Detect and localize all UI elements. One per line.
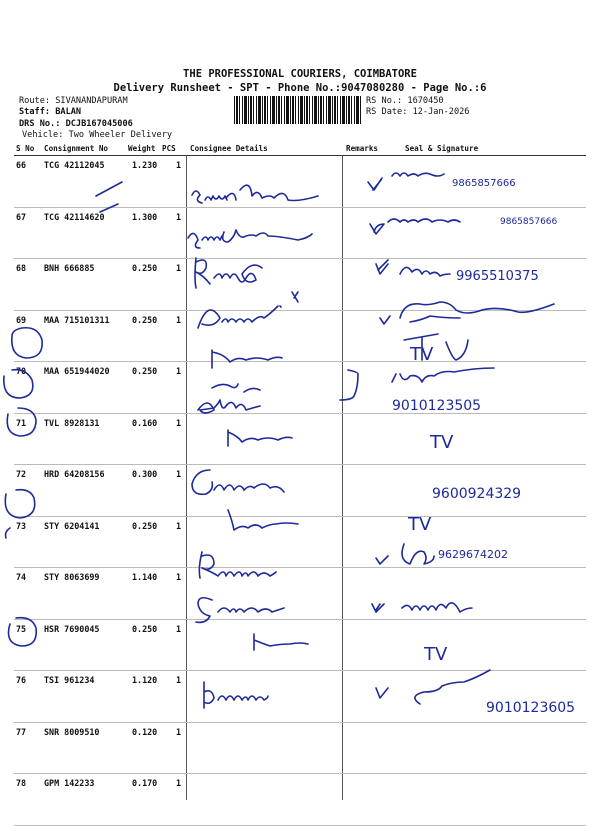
row-consignment-no: TCG 42112045	[44, 160, 105, 170]
row-sno: 68	[16, 263, 27, 273]
row-pcs: 1	[176, 623, 182, 634]
row-weight: 0.160	[132, 417, 158, 428]
circle-mark-77	[9, 618, 37, 646]
col-remarks: Remarks	[346, 144, 379, 153]
row-weight: 0.250	[132, 314, 158, 325]
row-weight: 1.230	[132, 160, 158, 170]
handwritten-name-68	[195, 258, 262, 288]
row-weight: 0.120	[132, 726, 158, 737]
tick-icon-76	[372, 604, 384, 612]
row-weight: 0.170	[132, 778, 158, 788]
signature-76	[402, 603, 472, 612]
handwritten-name-73	[192, 470, 284, 494]
handwritten-name-75	[199, 552, 276, 578]
row-weight: 1.120	[132, 675, 158, 685]
row-weight: 0.250	[132, 366, 158, 376]
handwritten-name-70	[212, 350, 282, 368]
row-sno: 77	[16, 726, 27, 737]
row-pcs: 1	[176, 469, 182, 479]
tick-icon-68	[376, 260, 388, 274]
handwritten-phone-68: 9965510375	[456, 269, 539, 284]
handwritten-name-72	[198, 400, 260, 413]
row-weight: 1.140	[132, 572, 158, 582]
row-sno: 67	[16, 211, 27, 222]
tick-icon-75	[376, 556, 388, 564]
tick-icon-66	[368, 178, 382, 190]
tv-mark-70: TV	[410, 344, 434, 365]
row-pcs: 1	[176, 417, 182, 428]
row-weight: 0.300	[132, 469, 158, 479]
handwritten-phone-71: 9010123505	[392, 398, 482, 414]
row-consignment-no: HSR 7690045	[44, 623, 100, 634]
handwritten-name-76	[196, 598, 284, 623]
row-sno: 76	[16, 675, 27, 685]
row-sno: 70	[16, 366, 27, 376]
row-consignment-no: TCG 42114620	[44, 211, 105, 222]
col-weight: Weight	[128, 144, 156, 153]
signature-66	[392, 173, 444, 176]
ink-mark-72	[228, 430, 292, 446]
ink-mark-77	[254, 634, 308, 650]
row-consignment-no: BNH 666885	[44, 263, 95, 273]
row-pcs: 1	[176, 314, 182, 325]
tv-marks	[407, 344, 454, 665]
circle-mark-72	[7, 408, 36, 436]
tick-icon-69	[380, 316, 390, 324]
row-consignment-no: STY 8063699	[44, 572, 100, 582]
handwritten-name-78	[204, 682, 268, 708]
col-seal-signature: Seal & Signature	[405, 144, 479, 153]
row-pcs: 1	[176, 160, 182, 170]
circle-mark-74	[5, 490, 34, 518]
ink-mark-74	[228, 510, 298, 530]
row-sno: 71	[16, 417, 27, 428]
handwritten-phone-67: 9865857666	[500, 217, 558, 227]
row-pcs: 1	[176, 778, 182, 788]
row-pcs: 1	[176, 263, 182, 273]
signature-69	[400, 302, 554, 322]
row-sno: 72	[16, 469, 27, 479]
col-consignee: Consignee Details	[190, 144, 268, 153]
vehicle-label: Vehicle: Two Wheeler Delivery	[22, 130, 173, 140]
row-consignment-no: TSI 961234	[44, 675, 95, 685]
signature-68	[400, 267, 450, 276]
rs-date: RS Date: 12-Jan-2026	[366, 107, 470, 117]
bracket-mark-71	[340, 370, 358, 400]
staff-label: Staff: BALAN	[19, 107, 82, 117]
tv-mark-74: TV	[408, 514, 432, 535]
row-sno: 66	[16, 160, 27, 170]
drs-number: DRS No.: DCJB167045006	[19, 119, 133, 129]
handwritten-phone-78: 9010123605	[486, 700, 576, 716]
row-sno: 73	[16, 520, 27, 531]
row-weight: 1.300	[132, 211, 158, 222]
circle-mark-71	[4, 370, 33, 398]
company-title: THE PROFESSIONAL COURIERS, COIMBATORE	[183, 68, 417, 80]
route-label: Route: SIVANANDAPURAM	[19, 96, 128, 106]
signature-75	[402, 544, 434, 564]
ink-mark-66	[96, 182, 122, 196]
signature-67	[388, 219, 460, 222]
row-consignment-no: SNR 8009510	[44, 726, 100, 737]
circle-mark-70	[12, 328, 42, 358]
row-consignment-no: HRD 64208156	[44, 469, 105, 479]
ink-mark-69	[292, 292, 298, 302]
row-pcs: 1	[176, 572, 182, 582]
row-pcs: 1	[176, 726, 182, 737]
handwritten-phone-73: 9600924329	[432, 486, 522, 502]
handwritten-phone-66: 9865857666	[452, 178, 516, 189]
col-sno: S No	[16, 144, 35, 153]
col-consignment: Consignment No	[44, 144, 109, 153]
row-pcs: 1	[176, 211, 182, 222]
row-weight: 0.250	[132, 263, 158, 273]
handwritten-name-67	[188, 230, 312, 248]
tick-icon-78	[376, 688, 388, 698]
bracket-mark-74	[6, 528, 11, 538]
row-weight: 0.250	[132, 520, 158, 531]
tv-mark-77: TV	[424, 644, 448, 665]
row-sno: 74	[16, 572, 27, 582]
row-pcs: 1	[176, 520, 182, 531]
signature-78	[415, 670, 490, 704]
ink-mark-71	[212, 384, 260, 392]
handwritten-name-66	[192, 185, 318, 203]
row-weight: 0.250	[132, 623, 158, 634]
row-pcs: 1	[176, 675, 182, 685]
row-sno: 69	[16, 314, 27, 325]
handwritten-name-69	[198, 306, 281, 328]
row-consignment-no: MAA 715101311	[44, 314, 110, 325]
col-pcs: PCS	[162, 144, 176, 153]
runsheet-subtitle: Delivery Runsheet - SPT - Phone No.:9047080280 - Page No.:6	[113, 82, 487, 94]
ink-mark-67	[100, 204, 118, 212]
row-consignment-no: STY 6204141	[44, 520, 100, 531]
row-consignment-no: MAA 651944020	[44, 366, 110, 376]
rs-number: RS No.: 1670450	[366, 96, 444, 106]
tick-icon-67	[370, 224, 384, 234]
row-pcs: 1	[176, 366, 182, 376]
row-sno: 75	[16, 623, 27, 634]
handwritten-phone-75: 9629674202	[438, 548, 508, 561]
signature-71	[392, 368, 494, 382]
row-sno: 78	[16, 778, 27, 788]
row-divider	[14, 825, 586, 826]
row-consignment-no: TVL 8928131	[44, 417, 100, 428]
tv-mark-72: TV	[430, 432, 454, 453]
row-consignment-no: GPM 142233	[44, 778, 95, 788]
